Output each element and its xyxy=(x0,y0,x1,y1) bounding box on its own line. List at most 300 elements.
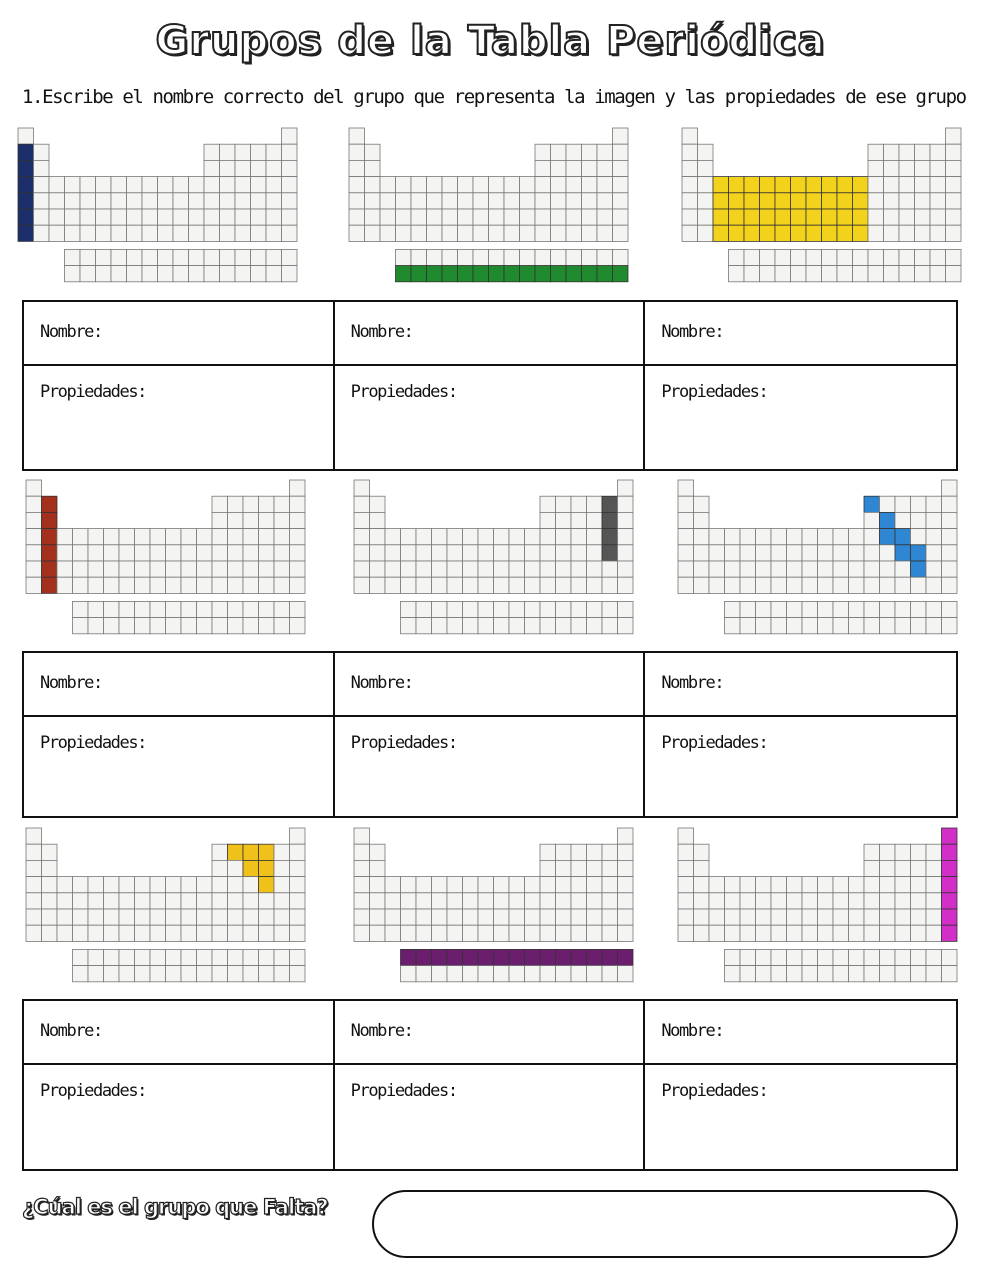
element-cell xyxy=(709,877,725,893)
element-cell xyxy=(416,909,432,925)
element-cell xyxy=(150,561,166,577)
element-cell xyxy=(282,144,298,160)
name-field[interactable]: Nombre: xyxy=(645,1001,956,1065)
element-cell xyxy=(525,545,541,561)
element-cell xyxy=(111,177,127,193)
element-cell xyxy=(34,160,50,176)
element-cell xyxy=(582,144,598,160)
element-cell xyxy=(698,225,714,241)
element-cell xyxy=(540,577,556,593)
element-cell xyxy=(756,949,772,965)
element-cell xyxy=(899,177,915,193)
element-cell xyxy=(385,877,401,893)
element-cell xyxy=(818,966,834,982)
element-cell xyxy=(520,193,536,209)
element-cell xyxy=(34,193,50,209)
element-cell xyxy=(150,618,166,634)
element-cell xyxy=(602,844,618,860)
element-cell xyxy=(119,618,135,634)
element-cell xyxy=(926,618,942,634)
element-cell xyxy=(756,577,772,593)
element-cell xyxy=(65,193,81,209)
element-cell xyxy=(442,225,458,241)
element-cell xyxy=(220,209,236,225)
element-cell xyxy=(243,618,259,634)
name-field[interactable]: Nombre: xyxy=(335,302,644,366)
element-cell xyxy=(880,860,896,876)
element-cell xyxy=(884,266,900,282)
element-cell xyxy=(290,561,306,577)
element-cell xyxy=(525,877,541,893)
element-cell xyxy=(88,949,104,965)
element-cell xyxy=(274,512,290,528)
element-cell xyxy=(119,966,135,982)
element-cell xyxy=(447,966,463,982)
name-field[interactable]: Nombre: xyxy=(335,653,644,717)
element-cell xyxy=(618,893,634,909)
element-cell xyxy=(571,545,587,561)
element-cell xyxy=(127,225,143,241)
element-cell xyxy=(942,601,958,617)
element-cell xyxy=(787,893,803,909)
element-cell xyxy=(432,618,448,634)
element-cell xyxy=(259,618,275,634)
element-cell xyxy=(26,893,42,909)
properties-field[interactable]: Propiedades: xyxy=(661,733,768,753)
element-cell xyxy=(926,844,942,860)
name-field[interactable]: Nombre: xyxy=(645,653,956,717)
periodic-table-image-5 xyxy=(352,478,642,638)
element-cell xyxy=(88,601,104,617)
element-cell xyxy=(849,925,865,941)
missing-group-answer-field[interactable] xyxy=(372,1190,958,1258)
element-cell xyxy=(127,193,143,209)
element-cell xyxy=(864,925,880,941)
element-cell xyxy=(942,512,958,528)
element-cell xyxy=(837,249,853,265)
properties-field[interactable]: Propiedades: xyxy=(350,1081,457,1101)
name-field[interactable]: Nombre: xyxy=(24,1001,333,1065)
element-cell xyxy=(411,225,427,241)
element-cell xyxy=(88,877,104,893)
element-cell xyxy=(26,925,42,941)
element-cell xyxy=(613,144,629,160)
element-cell xyxy=(88,561,104,577)
element-cell xyxy=(416,893,432,909)
element-cell xyxy=(458,177,474,193)
element-cell xyxy=(349,193,365,209)
element-cell xyxy=(771,949,787,965)
element-cell xyxy=(833,545,849,561)
element-cell xyxy=(26,496,42,512)
element-cell xyxy=(775,249,791,265)
element-cell xyxy=(370,893,386,909)
element-cell xyxy=(166,877,182,893)
name-field[interactable]: Nombre: xyxy=(645,302,956,366)
element-cell xyxy=(181,601,197,617)
element-cell xyxy=(104,577,120,593)
element-cell xyxy=(458,193,474,209)
element-cell xyxy=(926,925,942,941)
element-cell xyxy=(158,209,174,225)
element-cell xyxy=(725,529,741,545)
element-cell xyxy=(57,893,73,909)
element-cell xyxy=(725,561,741,577)
element-cell xyxy=(868,209,884,225)
properties-field[interactable]: Propiedades: xyxy=(350,733,457,753)
element-cell xyxy=(274,496,290,512)
element-cell xyxy=(551,144,567,160)
element-cell xyxy=(582,193,598,209)
element-cell xyxy=(104,949,120,965)
element-cell xyxy=(880,844,896,860)
element-cell xyxy=(725,893,741,909)
element-cell xyxy=(181,925,197,941)
element-cell xyxy=(26,909,42,925)
element-cell xyxy=(849,909,865,925)
missing-group-question: ¿Cúal es el grupo que Falta? xyxy=(22,1195,328,1219)
element-cell xyxy=(613,225,629,241)
element-cell xyxy=(911,966,927,982)
element-cell xyxy=(65,249,81,265)
element-cell xyxy=(895,893,911,909)
element-cell xyxy=(243,512,259,528)
name-field[interactable]: Nombre: xyxy=(24,653,333,717)
element-cell xyxy=(463,966,479,982)
element-cell xyxy=(235,193,251,209)
element-cell xyxy=(349,225,365,241)
element-cell xyxy=(946,225,962,241)
element-cell xyxy=(926,949,942,965)
highlighted-element-cell xyxy=(864,496,880,512)
element-cell xyxy=(678,844,694,860)
element-cell xyxy=(42,844,58,860)
element-cell xyxy=(88,529,104,545)
element-cell xyxy=(26,512,42,528)
element-cell xyxy=(740,529,756,545)
element-cell xyxy=(899,144,915,160)
element-cell xyxy=(915,225,931,241)
element-cell xyxy=(556,577,572,593)
element-cell xyxy=(946,249,962,265)
name-field[interactable]: Nombre: xyxy=(24,302,333,366)
answer-cell xyxy=(335,302,646,469)
element-cell xyxy=(220,249,236,265)
properties-field[interactable]: Propiedades: xyxy=(40,1081,147,1101)
element-cell xyxy=(895,561,911,577)
element-cell xyxy=(678,496,694,512)
element-cell xyxy=(787,618,803,634)
answer-card-row-1 xyxy=(22,300,958,471)
element-cell xyxy=(613,193,629,209)
element-cell xyxy=(740,877,756,893)
element-cell xyxy=(274,893,290,909)
element-cell xyxy=(571,601,587,617)
highlighted-element-cell xyxy=(228,844,244,860)
element-cell xyxy=(473,225,489,241)
element-cell xyxy=(756,529,772,545)
element-cell xyxy=(401,561,417,577)
element-cell xyxy=(365,225,381,241)
element-cell xyxy=(504,249,520,265)
element-cell xyxy=(119,601,135,617)
element-cell xyxy=(104,545,120,561)
element-cell xyxy=(274,561,290,577)
element-cell xyxy=(709,925,725,941)
highlighted-element-cell xyxy=(791,193,807,209)
element-cell xyxy=(197,529,213,545)
element-cell xyxy=(80,249,96,265)
element-cell xyxy=(401,877,417,893)
element-cell xyxy=(135,577,151,593)
element-cell xyxy=(571,529,587,545)
element-cell xyxy=(587,966,603,982)
properties-field[interactable]: Propiedades: xyxy=(661,382,768,402)
element-cell xyxy=(96,209,112,225)
element-cell xyxy=(181,909,197,925)
element-cell xyxy=(447,561,463,577)
element-cell xyxy=(756,966,772,982)
element-cell xyxy=(119,561,135,577)
element-cell xyxy=(158,193,174,209)
answer-cell xyxy=(645,1001,956,1169)
element-cell xyxy=(551,193,567,209)
element-cell xyxy=(349,160,365,176)
element-cell xyxy=(370,512,386,528)
element-cell xyxy=(228,512,244,528)
highlighted-element-cell xyxy=(895,545,911,561)
properties-field[interactable]: Propiedades: xyxy=(661,1081,768,1101)
element-cell xyxy=(540,966,556,982)
element-cell xyxy=(197,577,213,593)
element-cell xyxy=(416,618,432,634)
element-cell xyxy=(119,925,135,941)
element-cell xyxy=(756,925,772,941)
properties-field[interactable]: Propiedades: xyxy=(40,382,147,402)
highlighted-element-cell xyxy=(729,177,745,193)
element-cell xyxy=(212,844,228,860)
element-cell xyxy=(26,561,42,577)
element-cell xyxy=(509,877,525,893)
element-cell xyxy=(370,529,386,545)
properties-field[interactable]: Propiedades: xyxy=(40,733,147,753)
element-cell xyxy=(251,177,267,193)
element-cell xyxy=(290,860,306,876)
element-cell xyxy=(235,209,251,225)
element-cell xyxy=(119,529,135,545)
element-cell xyxy=(540,496,556,512)
element-cell xyxy=(478,893,494,909)
element-cell xyxy=(618,577,634,593)
element-cell xyxy=(525,909,541,925)
element-cell xyxy=(57,545,73,561)
element-cell xyxy=(540,860,556,876)
answer-cell xyxy=(335,653,646,816)
element-cell xyxy=(597,249,613,265)
properties-field[interactable]: Propiedades: xyxy=(350,382,457,402)
element-cell xyxy=(181,545,197,561)
element-cell xyxy=(259,893,275,909)
element-cell xyxy=(694,860,710,876)
element-cell xyxy=(80,266,96,282)
element-cell xyxy=(756,545,772,561)
element-cell xyxy=(818,909,834,925)
element-cell xyxy=(566,193,582,209)
element-cell xyxy=(26,480,42,496)
element-cell xyxy=(880,966,896,982)
element-cell xyxy=(235,266,251,282)
element-cell xyxy=(150,949,166,965)
element-cell xyxy=(73,618,89,634)
element-cell xyxy=(864,893,880,909)
element-cell xyxy=(73,966,89,982)
highlighted-element-cell xyxy=(478,949,494,965)
element-cell xyxy=(509,529,525,545)
element-cell xyxy=(556,545,572,561)
element-cell xyxy=(282,225,298,241)
highlighted-element-cell xyxy=(566,266,582,282)
highlighted-element-cell xyxy=(942,860,958,876)
element-cell xyxy=(243,529,259,545)
element-cell xyxy=(880,561,896,577)
element-cell xyxy=(354,925,370,941)
name-field[interactable]: Nombre: xyxy=(335,1001,644,1065)
element-cell xyxy=(119,577,135,593)
element-cell xyxy=(895,601,911,617)
highlighted-element-cell xyxy=(535,266,551,282)
element-cell xyxy=(895,877,911,893)
element-cell xyxy=(463,601,479,617)
highlighted-element-cell xyxy=(458,266,474,282)
element-cell xyxy=(740,545,756,561)
element-cell xyxy=(274,545,290,561)
element-cell xyxy=(926,877,942,893)
element-cell xyxy=(135,966,151,982)
page-title: Grupos de la Tabla Periódica xyxy=(155,18,826,64)
element-cell xyxy=(57,925,73,941)
highlighted-element-cell xyxy=(42,561,58,577)
element-cell xyxy=(416,529,432,545)
element-cell xyxy=(290,480,306,496)
element-cell xyxy=(135,545,151,561)
element-cell xyxy=(602,860,618,876)
answer-cell xyxy=(645,653,956,816)
element-cell xyxy=(228,860,244,876)
element-cell xyxy=(432,966,448,982)
element-cell xyxy=(618,512,634,528)
highlighted-element-cell xyxy=(806,209,822,225)
element-cell xyxy=(166,529,182,545)
element-cell xyxy=(884,225,900,241)
element-cell xyxy=(849,545,865,561)
element-cell xyxy=(212,577,228,593)
highlighted-element-cell xyxy=(259,844,275,860)
element-cell xyxy=(274,577,290,593)
element-cell xyxy=(535,144,551,160)
element-cell xyxy=(678,925,694,941)
element-cell xyxy=(911,860,927,876)
element-cell xyxy=(49,177,65,193)
element-cell xyxy=(682,177,698,193)
element-cell xyxy=(833,601,849,617)
element-cell xyxy=(349,144,365,160)
element-cell xyxy=(166,618,182,634)
element-cell xyxy=(587,496,603,512)
element-cell xyxy=(282,249,298,265)
element-cell xyxy=(946,128,962,144)
element-cell xyxy=(597,160,613,176)
element-cell xyxy=(259,529,275,545)
element-cell xyxy=(694,529,710,545)
element-cell xyxy=(899,160,915,176)
element-cell xyxy=(197,966,213,982)
element-cell xyxy=(884,193,900,209)
element-cell xyxy=(427,225,443,241)
element-cell xyxy=(740,925,756,941)
element-cell xyxy=(791,266,807,282)
element-cell xyxy=(401,545,417,561)
element-cell xyxy=(618,909,634,925)
element-cell xyxy=(197,601,213,617)
element-cell xyxy=(833,925,849,941)
element-cell xyxy=(119,909,135,925)
element-cell xyxy=(370,561,386,577)
answer-cell xyxy=(24,302,335,469)
element-cell xyxy=(698,209,714,225)
element-cell xyxy=(864,844,880,860)
element-cell xyxy=(566,249,582,265)
element-cell xyxy=(228,909,244,925)
element-cell xyxy=(274,966,290,982)
element-cell xyxy=(930,160,946,176)
element-cell xyxy=(678,512,694,528)
highlighted-element-cell xyxy=(489,266,505,282)
element-cell xyxy=(833,561,849,577)
highlighted-element-cell xyxy=(411,266,427,282)
element-cell xyxy=(365,160,381,176)
element-cell xyxy=(251,266,267,282)
element-cell xyxy=(204,193,220,209)
element-cell xyxy=(895,949,911,965)
element-cell xyxy=(618,844,634,860)
element-cell xyxy=(473,193,489,209)
highlighted-element-cell xyxy=(791,209,807,225)
element-cell xyxy=(166,909,182,925)
element-cell xyxy=(787,561,803,577)
element-cell xyxy=(396,249,412,265)
element-cell xyxy=(282,128,298,144)
element-cell xyxy=(571,512,587,528)
element-cell xyxy=(401,966,417,982)
element-cell xyxy=(274,909,290,925)
element-cell xyxy=(725,577,741,593)
element-cell xyxy=(370,877,386,893)
element-cell xyxy=(833,909,849,925)
element-cell xyxy=(243,949,259,965)
periodic-table-grid xyxy=(16,126,306,286)
element-cell xyxy=(540,844,556,860)
element-cell xyxy=(173,209,189,225)
answer-cell xyxy=(335,1001,646,1169)
element-cell xyxy=(274,601,290,617)
element-cell xyxy=(411,177,427,193)
element-cell xyxy=(864,966,880,982)
element-cell xyxy=(787,949,803,965)
element-cell xyxy=(396,225,412,241)
element-cell xyxy=(694,561,710,577)
element-cell xyxy=(509,909,525,925)
element-cell xyxy=(740,893,756,909)
